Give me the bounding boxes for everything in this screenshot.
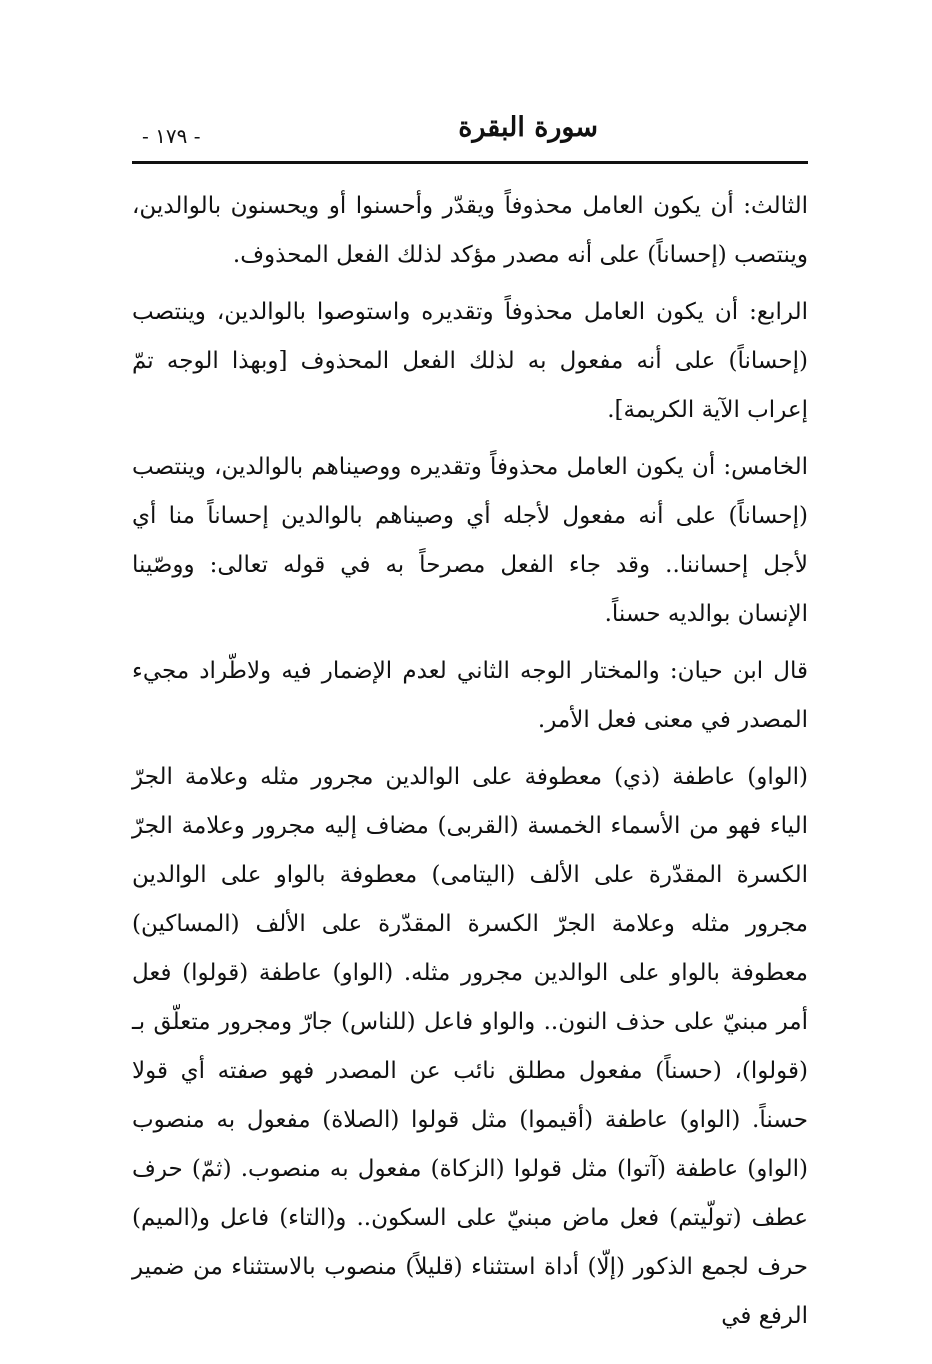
paragraph-parsing: (الواو) عاطفة (ذي) معطوفة على الوالدين مجرور مثله وعلامة الجرّ الياء فهو من الأسماء الخمسة (القربى) مضاف إليه مجرور وعلامة الجرّ الكسرة المقدّرة على الألف (اليتامى) معطوفة بالواو على الوالدين مجرور مثله وعلامة الجرّ الكسرة المقدّرة على الألف (المساكين) معطوفة بالواو على الوالدين مجرور مثله. (الواو) عاطفة (قولوا) فعل أمر مبنيّ على حذف النون.. والواو فاعل (للناس) جارّ ومجرور متعلّق بـ (قولوا)، (حسناً) مفعول مطلق نائب عن المصدر فهو صفته أي قولا حسناً. (الواو) عاطفة (أقيموا) مثل قولوا (الصلاة) مفعول به منصوب (الواو) عاطفة (آتوا) مثل قولوا (الزكاة) مفعول به منصوب. (ثمّ) حرف عطف (تولّيتم) فعل ماض مبنيّ على السكون.. و(التاء) فاعل و(الميم) حرف لجمع الذكور (إلّا) أداة استثناء (قليلاً) منصوب بالاستثناء من ضمير الرفع في — [132, 764, 808, 1329]
header-divider — [132, 161, 808, 164]
paragraph-third-view: الثالث: أن يكون العامل محذوفاً ويقدّر وأحسنوا أو ويحسنون بالوالدين، وينتصب (إحساناً) على أنه مصدر مؤكد لذلك الفعل المحذوف. — [132, 193, 808, 268]
page-header — [132, 112, 808, 162]
page-number: - ١٧٩ - — [142, 124, 201, 148]
surah-title: سورة البقرة — [458, 112, 598, 143]
page-body — [132, 182, 808, 1349]
paragraph-fourth-view: الرابع: أن يكون العامل محذوفاً وتقديره واستوصوا بالوالدين، وينتصب (إحساناً) على أنه مفعول به لذلك الفعل المحذوف [وبهذا الوجه تمّ إعراب الآية الكريمة]. — [132, 299, 808, 423]
paragraph-ibn-hayyan: قال ابن حيان: والمختار الوجه الثاني لعدم الإضمار فيه ولاطّراد مجيء المصدر في معنى فعل الأمر. — [132, 658, 808, 733]
paragraph-fifth-view: الخامس: أن يكون العامل محذوفاً وتقديره ووصيناهم بالوالدين، وينتصب (إحساناً) على أنه مفعول لأجله أي وصيناهم بالوالدين إحساناً منا أي لأجل إحساننا.. وقد جاء الفعل مصرحاً به في قوله تعالى: ووصّينا الإنسان بوالديه حسناً. — [132, 454, 808, 627]
